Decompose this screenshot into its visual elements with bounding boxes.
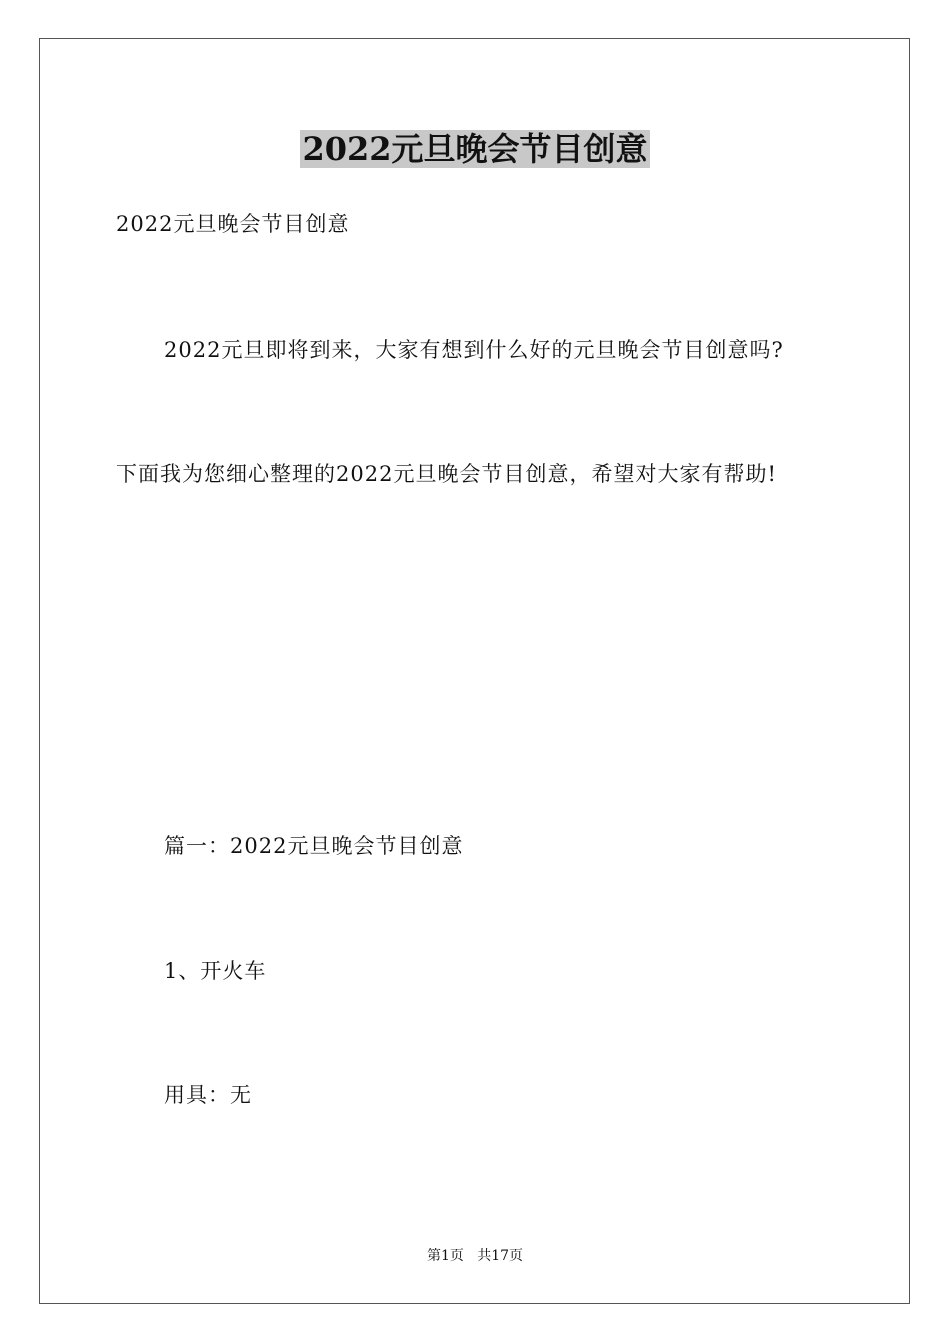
page-footer: 第1页 共17页 [426, 1248, 524, 1264]
paragraph-intro: 2022元旦即将到来，大家有想到什么好的元旦晚会节目创意吗? [164, 338, 784, 362]
document-title [0, 126, 950, 172]
document-subtitle: 2022元旦晚会节目创意 [116, 212, 350, 236]
paragraph-intro-continued: 下面我为您细心整理的2022元旦晚会节目创意，希望对大家有帮助! [116, 462, 777, 486]
list-item-heading: 1、开火车 [164, 959, 267, 983]
document-title-text: 2022元旦晚会节目创意 [302, 130, 648, 168]
section-heading: 篇一：2022元旦晚会节目创意 [164, 834, 464, 858]
list-item-detail: 用具：无 [164, 1083, 252, 1107]
